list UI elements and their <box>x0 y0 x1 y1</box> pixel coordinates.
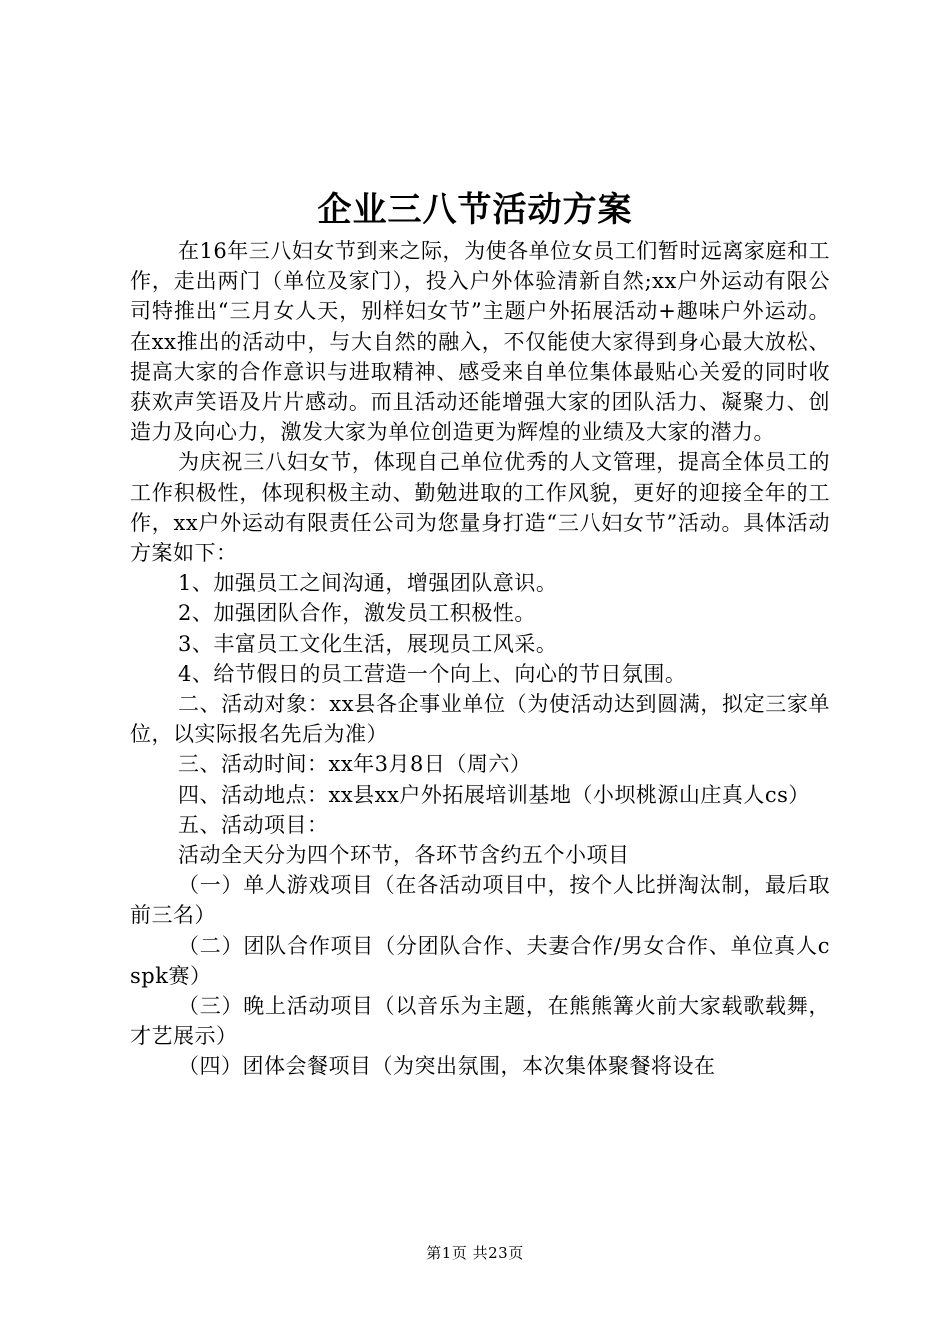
paragraph-purpose: 为庆祝三八妇女节，体现自己单位优秀的人文管理，提高全体员工的工作积极性，体现积极主动、勤勉进取的工作风貌，更好的迎接全年的工作，xx户外运动有限责任公司为您量身打造“三八妇女节”活动。具体活动方案如下： <box>130 450 830 566</box>
page-number-footer: 第1页 共23页 <box>426 1244 524 1262</box>
document-title: 企业三八节活动方案 <box>317 190 633 230</box>
document-body <box>130 236 830 1082</box>
activity-item-team-cooperation: （二）团队合作项目（分团队合作、夫妻合作/男女合作、单位真人cspk赛） <box>130 933 830 988</box>
paragraph-intro: 在16年三八妇女节到来之际，为使各单位女员工们暂时远离家庭和工作，走出两门（单位及家门），投入户外体验清新自然;xx户外运动有限公司特推出“三月女人天，别样妇女节”主题户外拓展活动+趣味户外运动。在xx推出的活动中，与大自然的融入，不仅能使大家得到身心最大放松、提高大家的合作意识与进取精神、感受来自单位集体最贴心关爱的同时收获欢声笑语及片片感动。而且活动还能增强大家的团队活力、凝聚力、创造力及向心力，激发大家为单位创造更为辉煌的业绩及大家的潜力。 <box>130 239 830 445</box>
section-activity-target: 二、活动对象：xx县各企事业单位（为使活动达到圆满，拟定三家单位，以实际报名先后为准） <box>130 692 830 747</box>
section-activity-time: 三、活动时间：xx年3月8日（周六） <box>178 752 532 777</box>
activity-item-single-games: （一）单人游戏项目（在各活动项目中，按个人比拼淘汰制，最后取前三名） <box>130 873 830 928</box>
list-item-goal-3: 3、丰富员工文化生活，展现员工风采。 <box>178 631 558 656</box>
list-item-goal-2: 2、加强团队合作，激发员工积极性。 <box>178 601 536 626</box>
list-item-goal-1: 1、加强员工之间沟通，增强团队意识。 <box>178 571 558 596</box>
list-item-goal-4: 4、给节假日的员工营造一个向上、向心的节日氛围。 <box>178 661 687 686</box>
section-activity-items-heading: 五、活动项目： <box>178 812 329 837</box>
activity-overview: 活动全天分为四个环节，各环节含约五个小项目 <box>178 843 630 868</box>
section-activity-location: 四、活动地点：xx县xx户外拓展培训基地（小坝桃源山庄真人cs） <box>178 782 810 807</box>
activity-item-group-dinner: （四）团体会餐项目（为突出氛围，本次集体聚餐将设在 <box>178 1054 716 1079</box>
activity-item-evening: （三）晚上活动项目（以音乐为主题，在熊熊篝火前大家载歌载舞，才艺展示） <box>130 994 830 1049</box>
